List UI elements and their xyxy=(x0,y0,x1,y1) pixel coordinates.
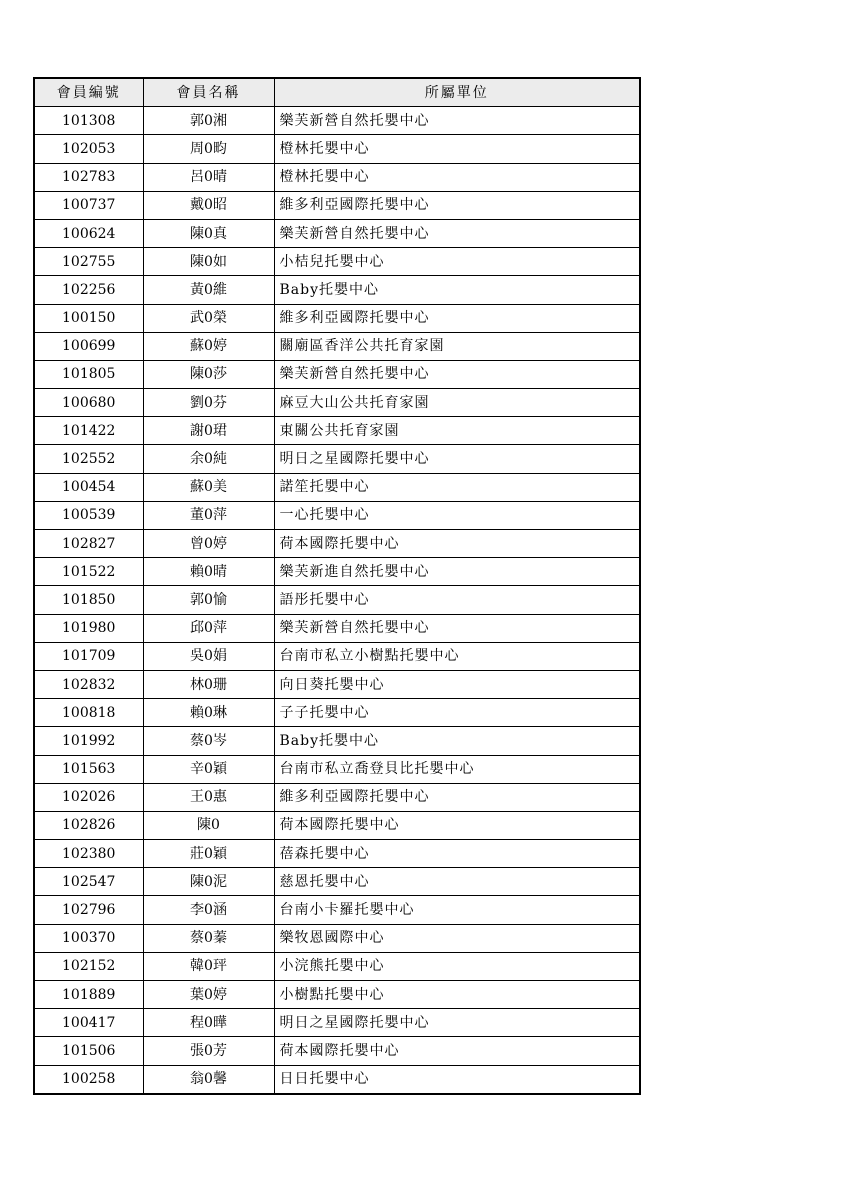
member-name-cell: 董0萍 xyxy=(143,501,274,529)
table-row xyxy=(34,360,640,388)
member-name-cell: 武0榮 xyxy=(143,304,274,332)
member-id-cell: 100150 xyxy=(34,304,143,332)
member-id-cell: 100258 xyxy=(34,1065,143,1094)
affiliation-cell: 小桔兒托嬰中心 xyxy=(274,248,640,276)
affiliation-cell: 樂芙新營自然托嬰中心 xyxy=(274,107,640,135)
affiliation-cell: 諾笙托嬰中心 xyxy=(274,473,640,501)
affiliation-cell: 台南小卡羅托嬰中心 xyxy=(274,896,640,924)
table-row xyxy=(34,614,640,642)
member-id-cell: 102796 xyxy=(34,896,143,924)
member-name-cell: 葉0婷 xyxy=(143,981,274,1009)
member-id-cell: 102755 xyxy=(34,248,143,276)
affiliation-cell: 維多利亞國際托嬰中心 xyxy=(274,191,640,219)
member-id-cell: 102547 xyxy=(34,868,143,896)
member-id-cell: 100370 xyxy=(34,924,143,952)
member-name-cell: 蘇0婷 xyxy=(143,332,274,360)
header-row xyxy=(34,78,640,107)
member-id-cell: 102026 xyxy=(34,783,143,811)
table-row xyxy=(34,924,640,952)
table-row xyxy=(34,107,640,135)
member-name-cell: 辛0穎 xyxy=(143,755,274,783)
member-id-cell: 101308 xyxy=(34,107,143,135)
table-row xyxy=(34,163,640,191)
table-row xyxy=(34,248,640,276)
table-row xyxy=(34,840,640,868)
affiliation-cell: 樂芙新營自然托嬰中心 xyxy=(274,360,640,388)
affiliation-cell: 小浣熊托嬰中心 xyxy=(274,952,640,980)
affiliation-cell: 一心托嬰中心 xyxy=(274,501,640,529)
member-id-cell: 101889 xyxy=(34,981,143,1009)
member-name-cell: 莊0穎 xyxy=(143,840,274,868)
member-id-cell: 100818 xyxy=(34,699,143,727)
affiliation-cell: 樂芙新營自然托嬰中心 xyxy=(274,219,640,247)
table-row xyxy=(34,699,640,727)
member-name-cell: 郭0愉 xyxy=(143,586,274,614)
member-id-cell: 100737 xyxy=(34,191,143,219)
member-id-cell: 102827 xyxy=(34,530,143,558)
header-member-id: 會員編號 xyxy=(34,78,143,107)
member-name-cell: 翁0馨 xyxy=(143,1065,274,1094)
member-name-cell: 王0惠 xyxy=(143,783,274,811)
affiliation-cell: 蓓森托嬰中心 xyxy=(274,840,640,868)
member-id-cell: 101992 xyxy=(34,727,143,755)
member-name-cell: 謝0珺 xyxy=(143,417,274,445)
member-table xyxy=(33,77,641,1095)
member-name-cell: 呂0晴 xyxy=(143,163,274,191)
member-name-cell: 賴0琳 xyxy=(143,699,274,727)
table-row xyxy=(34,558,640,586)
affiliation-cell: 日日托嬰中心 xyxy=(274,1065,640,1094)
member-id-cell: 101850 xyxy=(34,586,143,614)
member-name-cell: 戴0昭 xyxy=(143,191,274,219)
table-row xyxy=(34,417,640,445)
member-id-cell: 100680 xyxy=(34,389,143,417)
header-member-name: 會員名稱 xyxy=(143,78,274,107)
member-id-cell: 101980 xyxy=(34,614,143,642)
member-id-cell: 102256 xyxy=(34,276,143,304)
member-name-cell: 陳0莎 xyxy=(143,360,274,388)
member-id-cell: 102053 xyxy=(34,135,143,163)
affiliation-cell: 荷本國際托嬰中心 xyxy=(274,530,640,558)
table-row xyxy=(34,1037,640,1065)
member-name-cell: 韓0玶 xyxy=(143,952,274,980)
member-id-cell: 101805 xyxy=(34,360,143,388)
member-name-cell: 曾0婷 xyxy=(143,530,274,558)
affiliation-cell: 子子托嬰中心 xyxy=(274,699,640,727)
table-row xyxy=(34,304,640,332)
table-row xyxy=(34,811,640,839)
table-row xyxy=(34,755,640,783)
member-id-cell: 102152 xyxy=(34,952,143,980)
table-row xyxy=(34,530,640,558)
affiliation-cell: 樂芙新進自然托嬰中心 xyxy=(274,558,640,586)
member-name-cell: 邱0萍 xyxy=(143,614,274,642)
affiliation-cell: 維多利亞國際托嬰中心 xyxy=(274,783,640,811)
table-row xyxy=(34,219,640,247)
affiliation-cell: 橙林托嬰中心 xyxy=(274,163,640,191)
member-id-cell: 101522 xyxy=(34,558,143,586)
member-id-cell: 102380 xyxy=(34,840,143,868)
table-row xyxy=(34,981,640,1009)
affiliation-cell: 荷本國際托嬰中心 xyxy=(274,1037,640,1065)
member-name-cell: 陳0如 xyxy=(143,248,274,276)
member-id-cell: 100699 xyxy=(34,332,143,360)
affiliation-cell: 橙林托嬰中心 xyxy=(274,135,640,163)
table-row xyxy=(34,952,640,980)
table-row xyxy=(34,332,640,360)
table-row xyxy=(34,1009,640,1037)
member-id-cell: 102826 xyxy=(34,811,143,839)
member-id-cell: 102832 xyxy=(34,670,143,698)
affiliation-cell: 維多利亞國際托嬰中心 xyxy=(274,304,640,332)
affiliation-cell: 台南市私立小樹點托嬰中心 xyxy=(274,642,640,670)
member-name-cell: 陳0真 xyxy=(143,219,274,247)
member-id-cell: 100624 xyxy=(34,219,143,247)
table-row xyxy=(34,586,640,614)
member-name-cell: 蔡0蓁 xyxy=(143,924,274,952)
member-name-cell: 吳0娟 xyxy=(143,642,274,670)
affiliation-cell: 向日葵托嬰中心 xyxy=(274,670,640,698)
table-row xyxy=(34,1065,640,1094)
table-row xyxy=(34,135,640,163)
member-id-cell: 101563 xyxy=(34,755,143,783)
affiliation-cell: 語彤托嬰中心 xyxy=(274,586,640,614)
affiliation-cell: 關廟區香洋公共托育家園 xyxy=(274,332,640,360)
table-row xyxy=(34,896,640,924)
member-name-cell: 李0涵 xyxy=(143,896,274,924)
affiliation-cell: 台南市私立喬登貝比托嬰中心 xyxy=(274,755,640,783)
affiliation-cell: 麻豆大山公共托育家園 xyxy=(274,389,640,417)
table-row xyxy=(34,727,640,755)
member-name-cell: 蔡0岑 xyxy=(143,727,274,755)
member-name-cell: 郭0湘 xyxy=(143,107,274,135)
table-row xyxy=(34,473,640,501)
member-id-cell: 100539 xyxy=(34,501,143,529)
affiliation-cell: 明日之星國際托嬰中心 xyxy=(274,1009,640,1037)
affiliation-cell: 明日之星國際托嬰中心 xyxy=(274,445,640,473)
affiliation-cell: 樂牧恩國際中心 xyxy=(274,924,640,952)
member-id-cell: 100417 xyxy=(34,1009,143,1037)
member-name-cell: 周0畇 xyxy=(143,135,274,163)
header-affiliation: 所屬單位 xyxy=(274,78,640,107)
table-row xyxy=(34,389,640,417)
affiliation-cell: Baby托嬰中心 xyxy=(274,276,640,304)
table-row xyxy=(34,783,640,811)
member-id-cell: 102783 xyxy=(34,163,143,191)
member-name-cell: 蘇0美 xyxy=(143,473,274,501)
member-name-cell: 余0純 xyxy=(143,445,274,473)
affiliation-cell: 樂芙新營自然托嬰中心 xyxy=(274,614,640,642)
member-name-cell: 黃0維 xyxy=(143,276,274,304)
table-row xyxy=(34,868,640,896)
table-row xyxy=(34,642,640,670)
member-id-cell: 100454 xyxy=(34,473,143,501)
table-row xyxy=(34,191,640,219)
member-name-cell: 賴0晴 xyxy=(143,558,274,586)
affiliation-cell: 荷本國際托嬰中心 xyxy=(274,811,640,839)
member-name-cell: 陳0 xyxy=(143,811,274,839)
member-id-cell: 101506 xyxy=(34,1037,143,1065)
table-row xyxy=(34,445,640,473)
member-name-cell: 程0曄 xyxy=(143,1009,274,1037)
table-row xyxy=(34,670,640,698)
member-name-cell: 林0珊 xyxy=(143,670,274,698)
member-id-cell: 101709 xyxy=(34,642,143,670)
affiliation-cell: 小樹點托嬰中心 xyxy=(274,981,640,1009)
affiliation-cell: Baby托嬰中心 xyxy=(274,727,640,755)
member-name-cell: 張0芳 xyxy=(143,1037,274,1065)
member-id-cell: 101422 xyxy=(34,417,143,445)
affiliation-cell: 東關公共托育家園 xyxy=(274,417,640,445)
member-name-cell: 劉0芬 xyxy=(143,389,274,417)
table-row xyxy=(34,501,640,529)
member-name-cell: 陳0泥 xyxy=(143,868,274,896)
member-id-cell: 102552 xyxy=(34,445,143,473)
affiliation-cell: 慈恩托嬰中心 xyxy=(274,868,640,896)
table-row xyxy=(34,276,640,304)
